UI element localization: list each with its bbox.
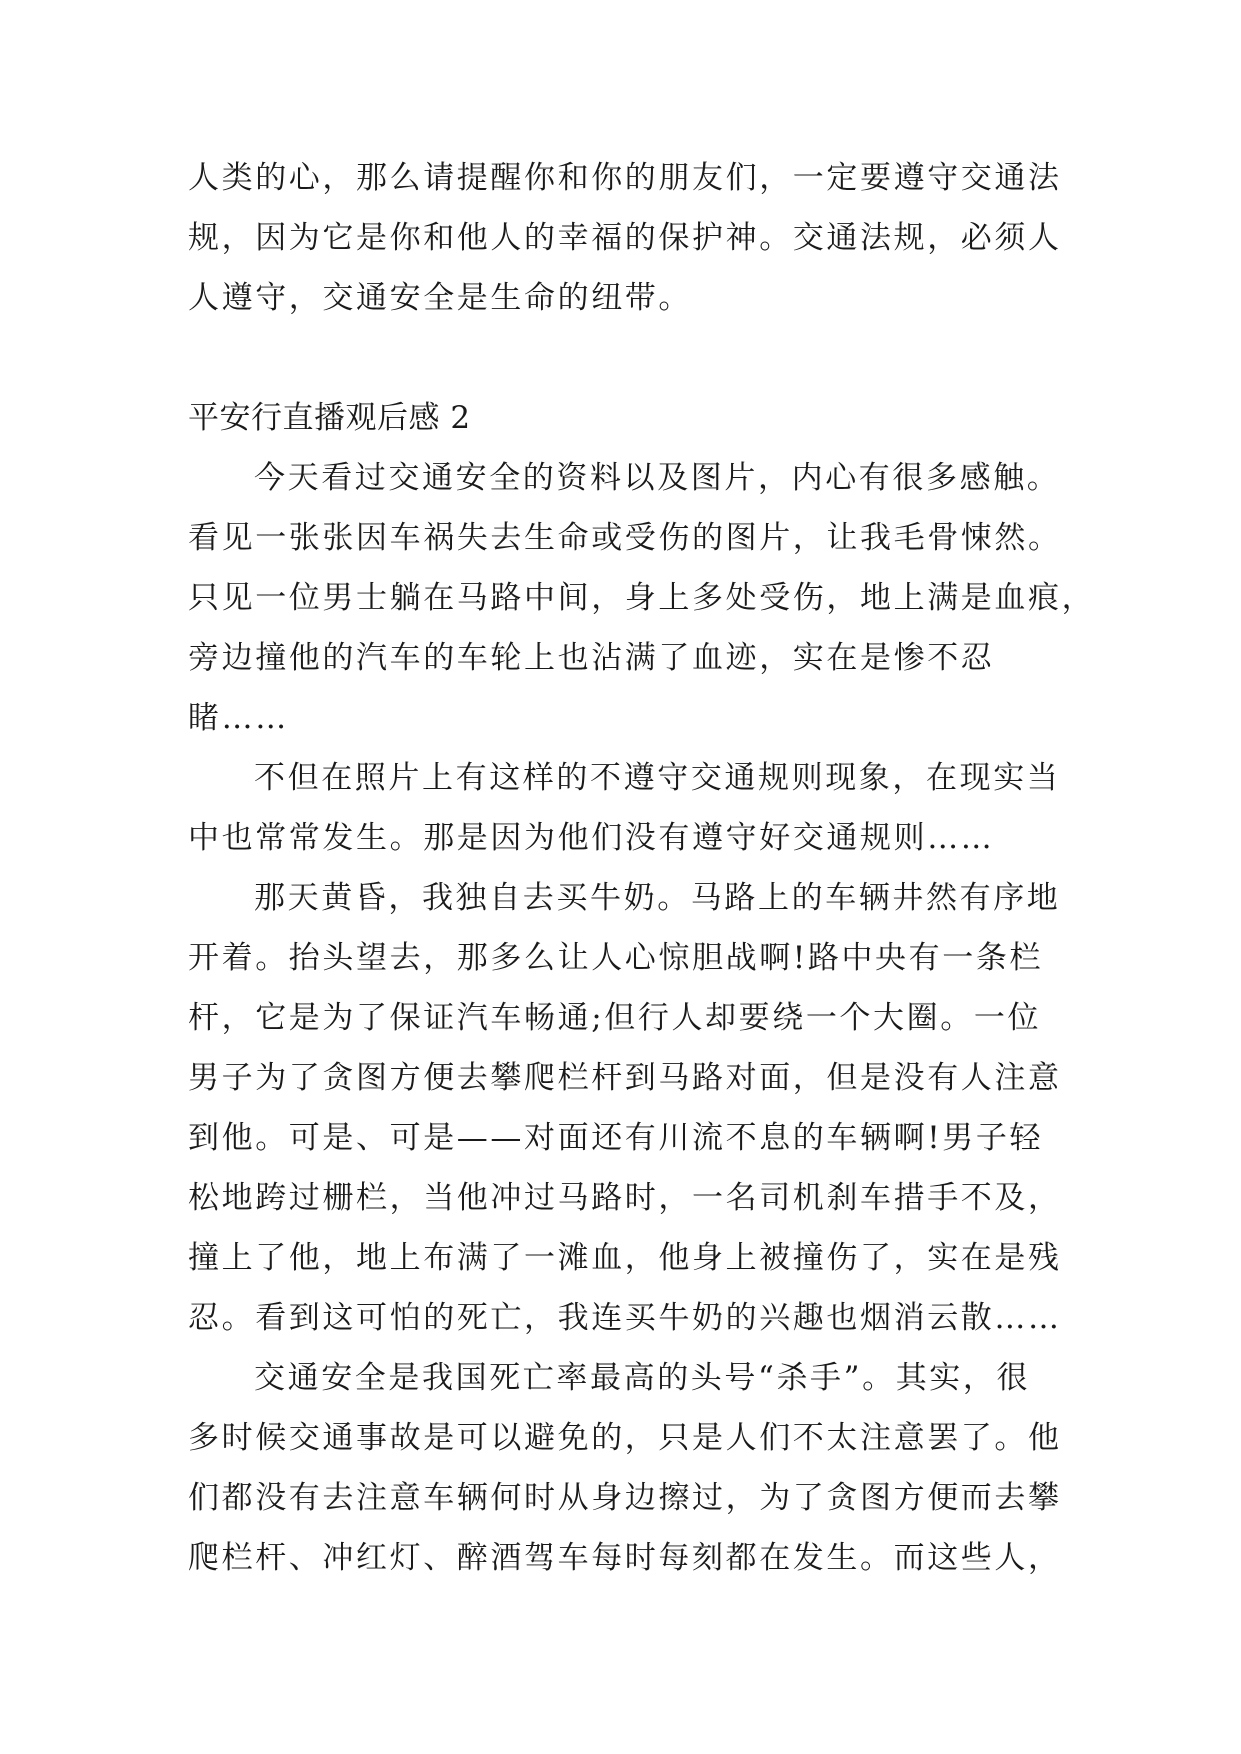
paragraph-2: [188, 748, 1061, 868]
text-line: 中也常常发生。那是因为他们没有遵守好交通规则……: [188, 820, 995, 856]
text-line: 撞上了他，地上布满了一滩血，他身上被撞伤了，实在是残: [188, 1240, 1062, 1276]
text-line: 开着。抬头望去，那多么让人心惊胆战啊!路中央有一条栏: [188, 940, 1044, 976]
text-line: 松地跨过栅栏，当他冲过马路时，一名司机刹车措手不及，: [188, 1180, 1062, 1216]
text-line: 爬栏杆、冲红灯、醉酒驾车每时每刻都在发生。而这些人，: [188, 1540, 1062, 1576]
text-line: 只见一位男士躺在马路中间，身上多处受伤，地上满是血痕，: [188, 580, 1096, 616]
text-line: 多时候交通事故是可以避免的，只是人们不太注意罢了。他: [188, 1420, 1062, 1456]
paragraph-4: [188, 1348, 1062, 1588]
text-line: 看见一张张因车祸失去生命或受伤的图片，让我毛骨悚然。: [188, 520, 1062, 556]
text-line: 旁边撞他的汽车的车轮上也沾满了血迹，实在是惨不忍: [188, 640, 995, 676]
text-line: 那天黄昏，我独自去买牛奶。马路上的车辆井然有序地: [254, 880, 1061, 916]
text-line: 忍。看到这可怕的死亡，我连买牛奶的兴趣也烟消云散……: [188, 1300, 1062, 1336]
text-line: 今天看过交通安全的资料以及图片，内心有很多感触。: [254, 460, 1061, 496]
text-line: 交通安全是我国死亡率最高的头号“杀手”。其实，很: [254, 1360, 1031, 1396]
text-line: 杆，它是为了保证汽车畅通;但行人却要绕一个大圈。一位: [188, 1000, 1042, 1036]
text-line: 不但在照片上有这样的不遵守交通规则现象，在现实当: [254, 760, 1061, 796]
intro-paragraph: [188, 148, 1062, 328]
text-line: 规，因为它是你和他人的幸福的保护神。交通法规，必须人: [188, 220, 1062, 256]
text-line: 男子为了贪图方便去攀爬栏杆到马路对面，但是没有人注意: [188, 1060, 1062, 1096]
section-title: 平安行直播观后感 2: [188, 400, 471, 436]
text-line: 们都没有去注意车辆何时从身边擦过，为了贪图方便而去攀: [188, 1480, 1062, 1516]
text-line: 人类的心，那么请提醒你和你的朋友们，一定要遵守交通法: [188, 160, 1062, 196]
text-line: 睹……: [188, 700, 289, 736]
text-line: 人遵守，交通安全是生命的纽带。: [188, 280, 692, 316]
paragraph-3: [188, 868, 1062, 1348]
paragraph-1: [188, 448, 1096, 748]
text-line: 到他。可是、可是——对面还有川流不息的车辆啊!男子轻: [188, 1120, 1044, 1156]
